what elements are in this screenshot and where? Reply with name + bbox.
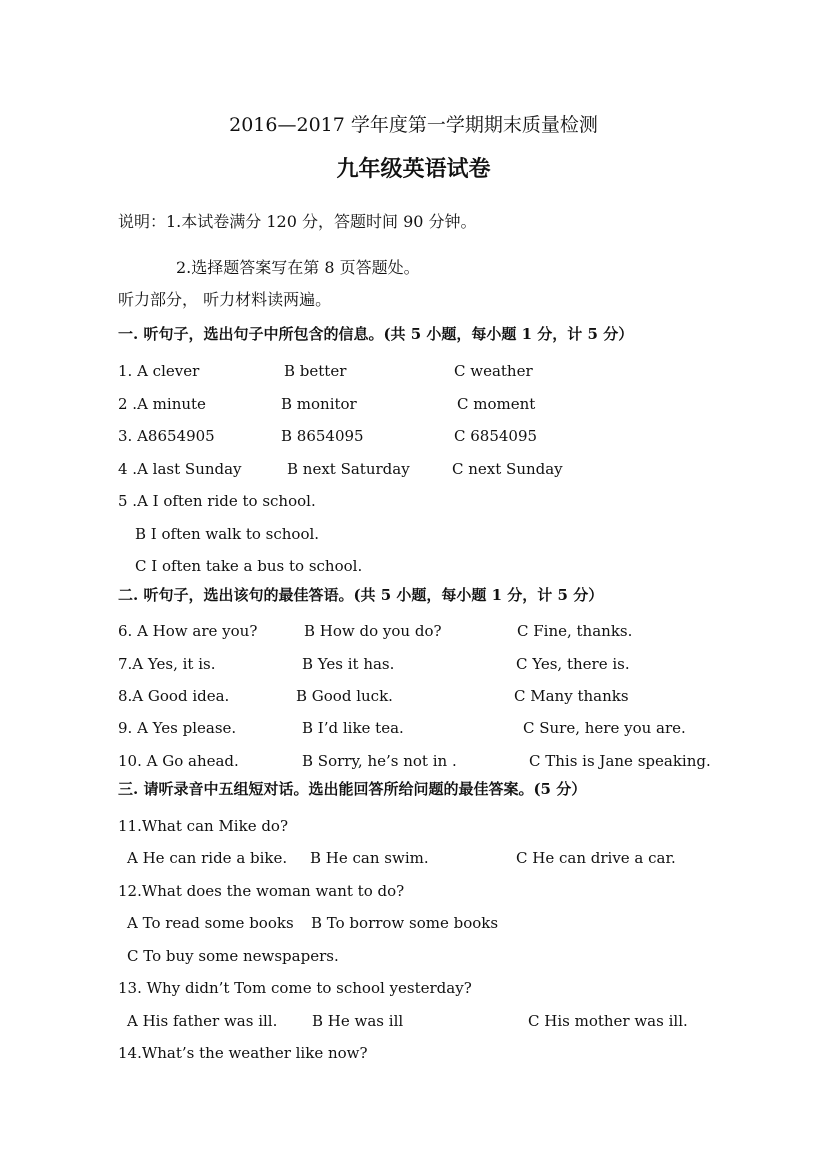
- q6-option-a: 6. A How are you?: [118, 622, 258, 640]
- q4-option-a: 4 .A last Sunday: [118, 460, 242, 478]
- q1-option-b: B better: [284, 362, 347, 380]
- q9-option-c: C Sure, here you are.: [523, 719, 686, 737]
- q8-option-b: B Good luck.: [296, 687, 393, 705]
- q9-option-a: 9. A Yes please.: [118, 719, 237, 737]
- q8-option-c: C Many thanks: [514, 687, 629, 705]
- q13-option-b: B He was ill: [312, 1012, 404, 1030]
- q11-option-b: B He can swim.: [310, 849, 429, 867]
- q10-option-b: B Sorry, he’s not in .: [302, 752, 457, 770]
- q6-option-c: C Fine, thanks.: [517, 622, 633, 640]
- q3-option-a: 3. A8654905: [118, 427, 215, 445]
- q12-question: 12.What does the woman want to do?: [118, 882, 405, 900]
- q11-option-a: A He can ride a bike.: [127, 849, 288, 867]
- q11-question: 11.What can Mike do?: [118, 817, 289, 835]
- q4-option-c: C next Sunday: [452, 460, 563, 478]
- q8-option-a: 8.A Good idea.: [118, 687, 230, 705]
- instructions-line-2: 2.选择题答案写在第 8 页答题处。: [176, 258, 420, 277]
- q5-option-a: 5 .A I often ride to school.: [118, 492, 316, 510]
- q5-option-b: B I often walk to school.: [135, 525, 320, 543]
- section-2-heading: 二. 听句子，选出该句的最佳答语。(共 5 小题，每小题 1 分，计 5 分）: [118, 586, 604, 604]
- exam-subtitle: 九年级英语试卷: [336, 156, 491, 182]
- q2-option-b: B monitor: [281, 395, 357, 413]
- q13-option-c: C His mother was ill.: [528, 1012, 688, 1030]
- q13-question: 13. Why didn’t Tom come to school yesterday?: [118, 979, 472, 997]
- q12-option-c: C To buy some newspapers.: [127, 947, 339, 965]
- q11-option-c: C He can drive a car.: [516, 849, 676, 867]
- listening-note: 听力部分， 听力材料读两遍。: [118, 290, 332, 309]
- q3-option-c: C 6854095: [454, 427, 538, 445]
- q4-option-b: B next Saturday: [287, 460, 410, 478]
- q7-option-c: C Yes, there is.: [516, 655, 630, 673]
- q2-option-c: C moment: [457, 395, 536, 413]
- exam-title: 2016—2017 学年度第一学期期末质量检测: [229, 114, 598, 136]
- q5-option-c: C I often take a bus to school.: [135, 557, 363, 575]
- q10-option-a: 10. A Go ahead.: [118, 752, 239, 770]
- q10-option-c: C This is Jane speaking.: [529, 752, 711, 770]
- q1-option-a: 1. A clever: [118, 362, 200, 380]
- q6-option-b: B How do you do?: [304, 622, 442, 640]
- q7-option-a: 7.A Yes, it is.: [118, 655, 216, 673]
- q1-option-c: C weather: [454, 362, 533, 380]
- q3-option-b: B 8654095: [281, 427, 364, 445]
- q9-option-b: B I’d like tea.: [302, 719, 404, 737]
- section-3-heading: 三. 请听录音中五组短对话。选出能回答所给问题的最佳答案。(5 分）: [118, 780, 587, 798]
- q2-option-a: 2 .A minute: [118, 395, 206, 413]
- section-1-heading: 一. 听句子，选出句子中所包含的信息。(共 5 小题，每小题 1 分，计 5 分）: [118, 325, 634, 343]
- q12-option-b: B To borrow some books: [311, 914, 499, 932]
- q14-question: 14.What’s the weather like now?: [118, 1044, 368, 1062]
- q7-option-b: B Yes it has.: [302, 655, 395, 673]
- instructions-line-1: 说明：1.本试卷满分 120 分，答题时间 90 分钟。: [118, 212, 477, 231]
- q12-option-a: A To read some books: [127, 914, 294, 932]
- q13-option-a: A His father was ill.: [127, 1012, 278, 1030]
